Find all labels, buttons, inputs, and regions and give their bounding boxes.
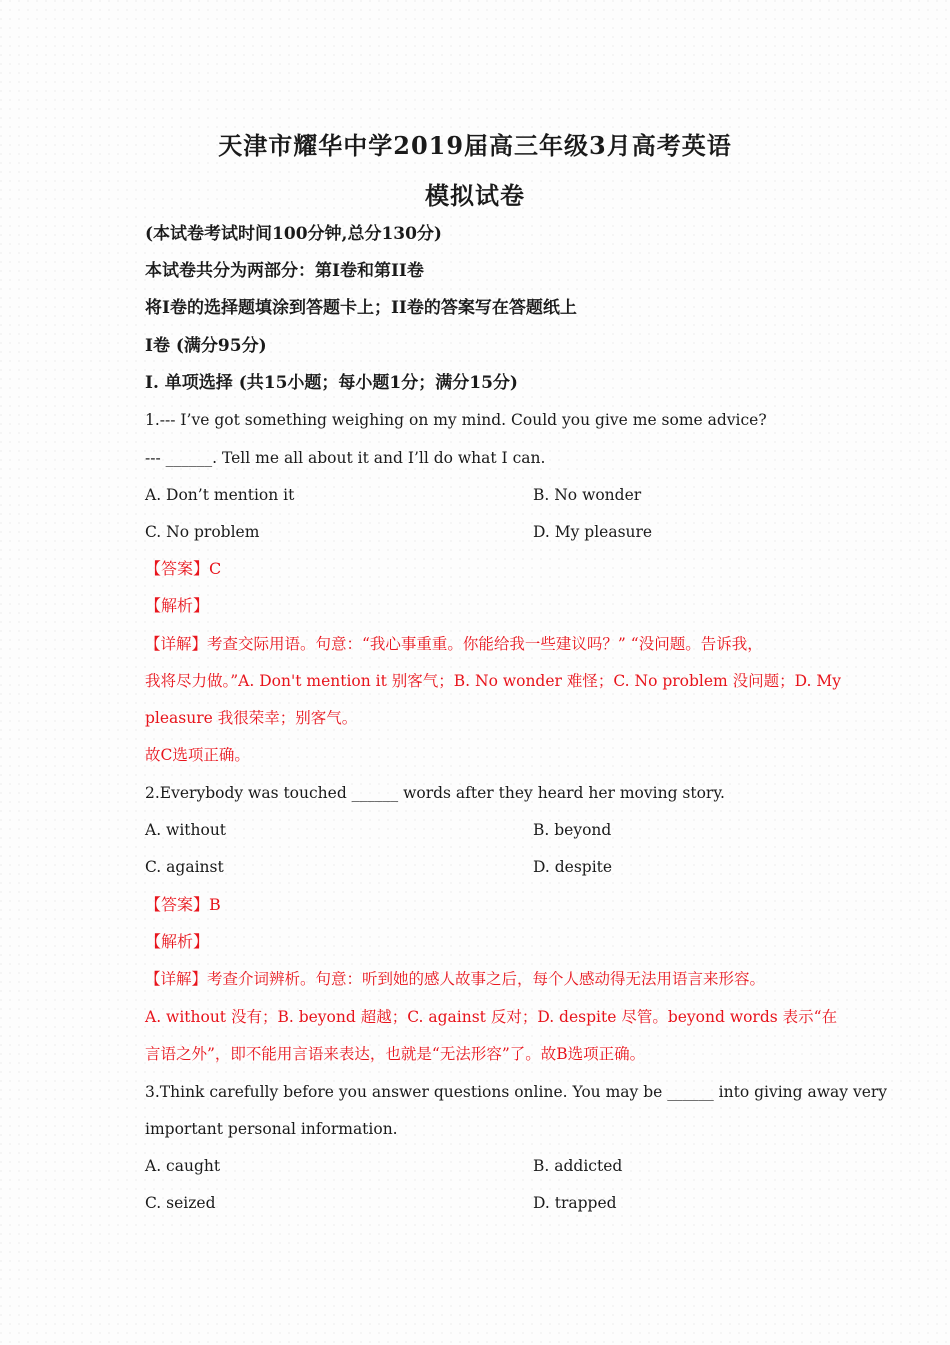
question-2-stem: 2.Everybody was touched ______ words after they heard her moving story. — [145, 784, 725, 802]
question-2-option-d: D. despite — [533, 858, 613, 876]
question-3-stem-line-2: important personal information. — [145, 1120, 398, 1138]
question-2-detail-line-2: A. without 没有；B. beyond 超越；C. against 反对；D. despite 尽管。beyond words 表示“在 — [145, 1008, 838, 1026]
question-1-analysis-label: 【解析】 — [145, 596, 210, 615]
question-1-detail-line-1: 【详解】考查交际用语。句意：“我心事重重。你能给我一些建议吗？” “没问题。告诉我， — [145, 635, 763, 653]
question-3-option-d: D. trapped — [533, 1194, 617, 1212]
question-1-stem-line-2: --- ______. Tell me all about it and I’ll do what I can. — [145, 449, 546, 467]
question-1-option-d: D. My pleasure — [533, 523, 653, 541]
question-1-detail-line-2: 我将尽力做。”A. Don't mention it 别客气；B. No wonder 难怪；C. No problem 没问题；D. My — [145, 672, 842, 690]
question-3-option-b: B. addicted — [533, 1157, 623, 1175]
question-2-answer: 【答案】B — [145, 895, 221, 914]
question-1-option-a: A. Don’t mention it — [145, 486, 295, 504]
question-2-detail-line-1: 【详解】考查介词辨析。句意：听到她的感人故事之后，每个人感动得无法用语言来形容。 — [145, 970, 766, 988]
exam-time-note: (本试卷考试时间100分钟,总分130分) — [145, 224, 442, 244]
question-3-stem-line-1: 3.Think carefully before you answer questions online. You may be ______ into giving away very — [145, 1083, 888, 1101]
exam-parts-note: 本试卷共分为两部分：第I卷和第II卷 — [145, 261, 424, 281]
document-title-line-1: 天津市耀华中学2019届高三年级3月高考英语 — [218, 131, 732, 160]
question-2-option-b: B. beyond — [533, 821, 612, 839]
question-1-conclusion: 故C选项正确。 — [145, 746, 250, 764]
question-2-detail-line-3: 言语之外”，即不能用言语来表达，也就是“无法形容”了。故B选项正确。 — [145, 1045, 646, 1063]
question-3-option-a: A. caught — [145, 1157, 221, 1175]
question-2-option-c: C. against — [145, 858, 224, 876]
question-1-detail-line-3: pleasure 我很荣幸；别客气。 — [145, 709, 358, 727]
document-title-line-2: 模拟试卷 — [425, 181, 525, 210]
section-one-heading: I. 单项选择 (共15小题；每小题1分；满分15分) — [145, 373, 518, 393]
part-one-heading: I卷 (满分95分) — [145, 336, 267, 356]
question-1-option-c: C. No problem — [145, 523, 260, 541]
question-2-analysis-label: 【解析】 — [145, 932, 210, 951]
answer-sheet-note: 将I卷的选择题填涂到答题卡上；II卷的答案写在答题纸上 — [145, 298, 577, 318]
question-3-option-c: C. seized — [145, 1194, 216, 1212]
question-1-stem-line-1: 1.--- I’ve got something weighing on my mind. Could you give me some advice? — [145, 411, 767, 429]
question-1-answer: 【答案】C — [145, 559, 222, 578]
question-1-option-b: B. No wonder — [533, 486, 642, 504]
question-2-option-a: A. without — [145, 821, 227, 839]
